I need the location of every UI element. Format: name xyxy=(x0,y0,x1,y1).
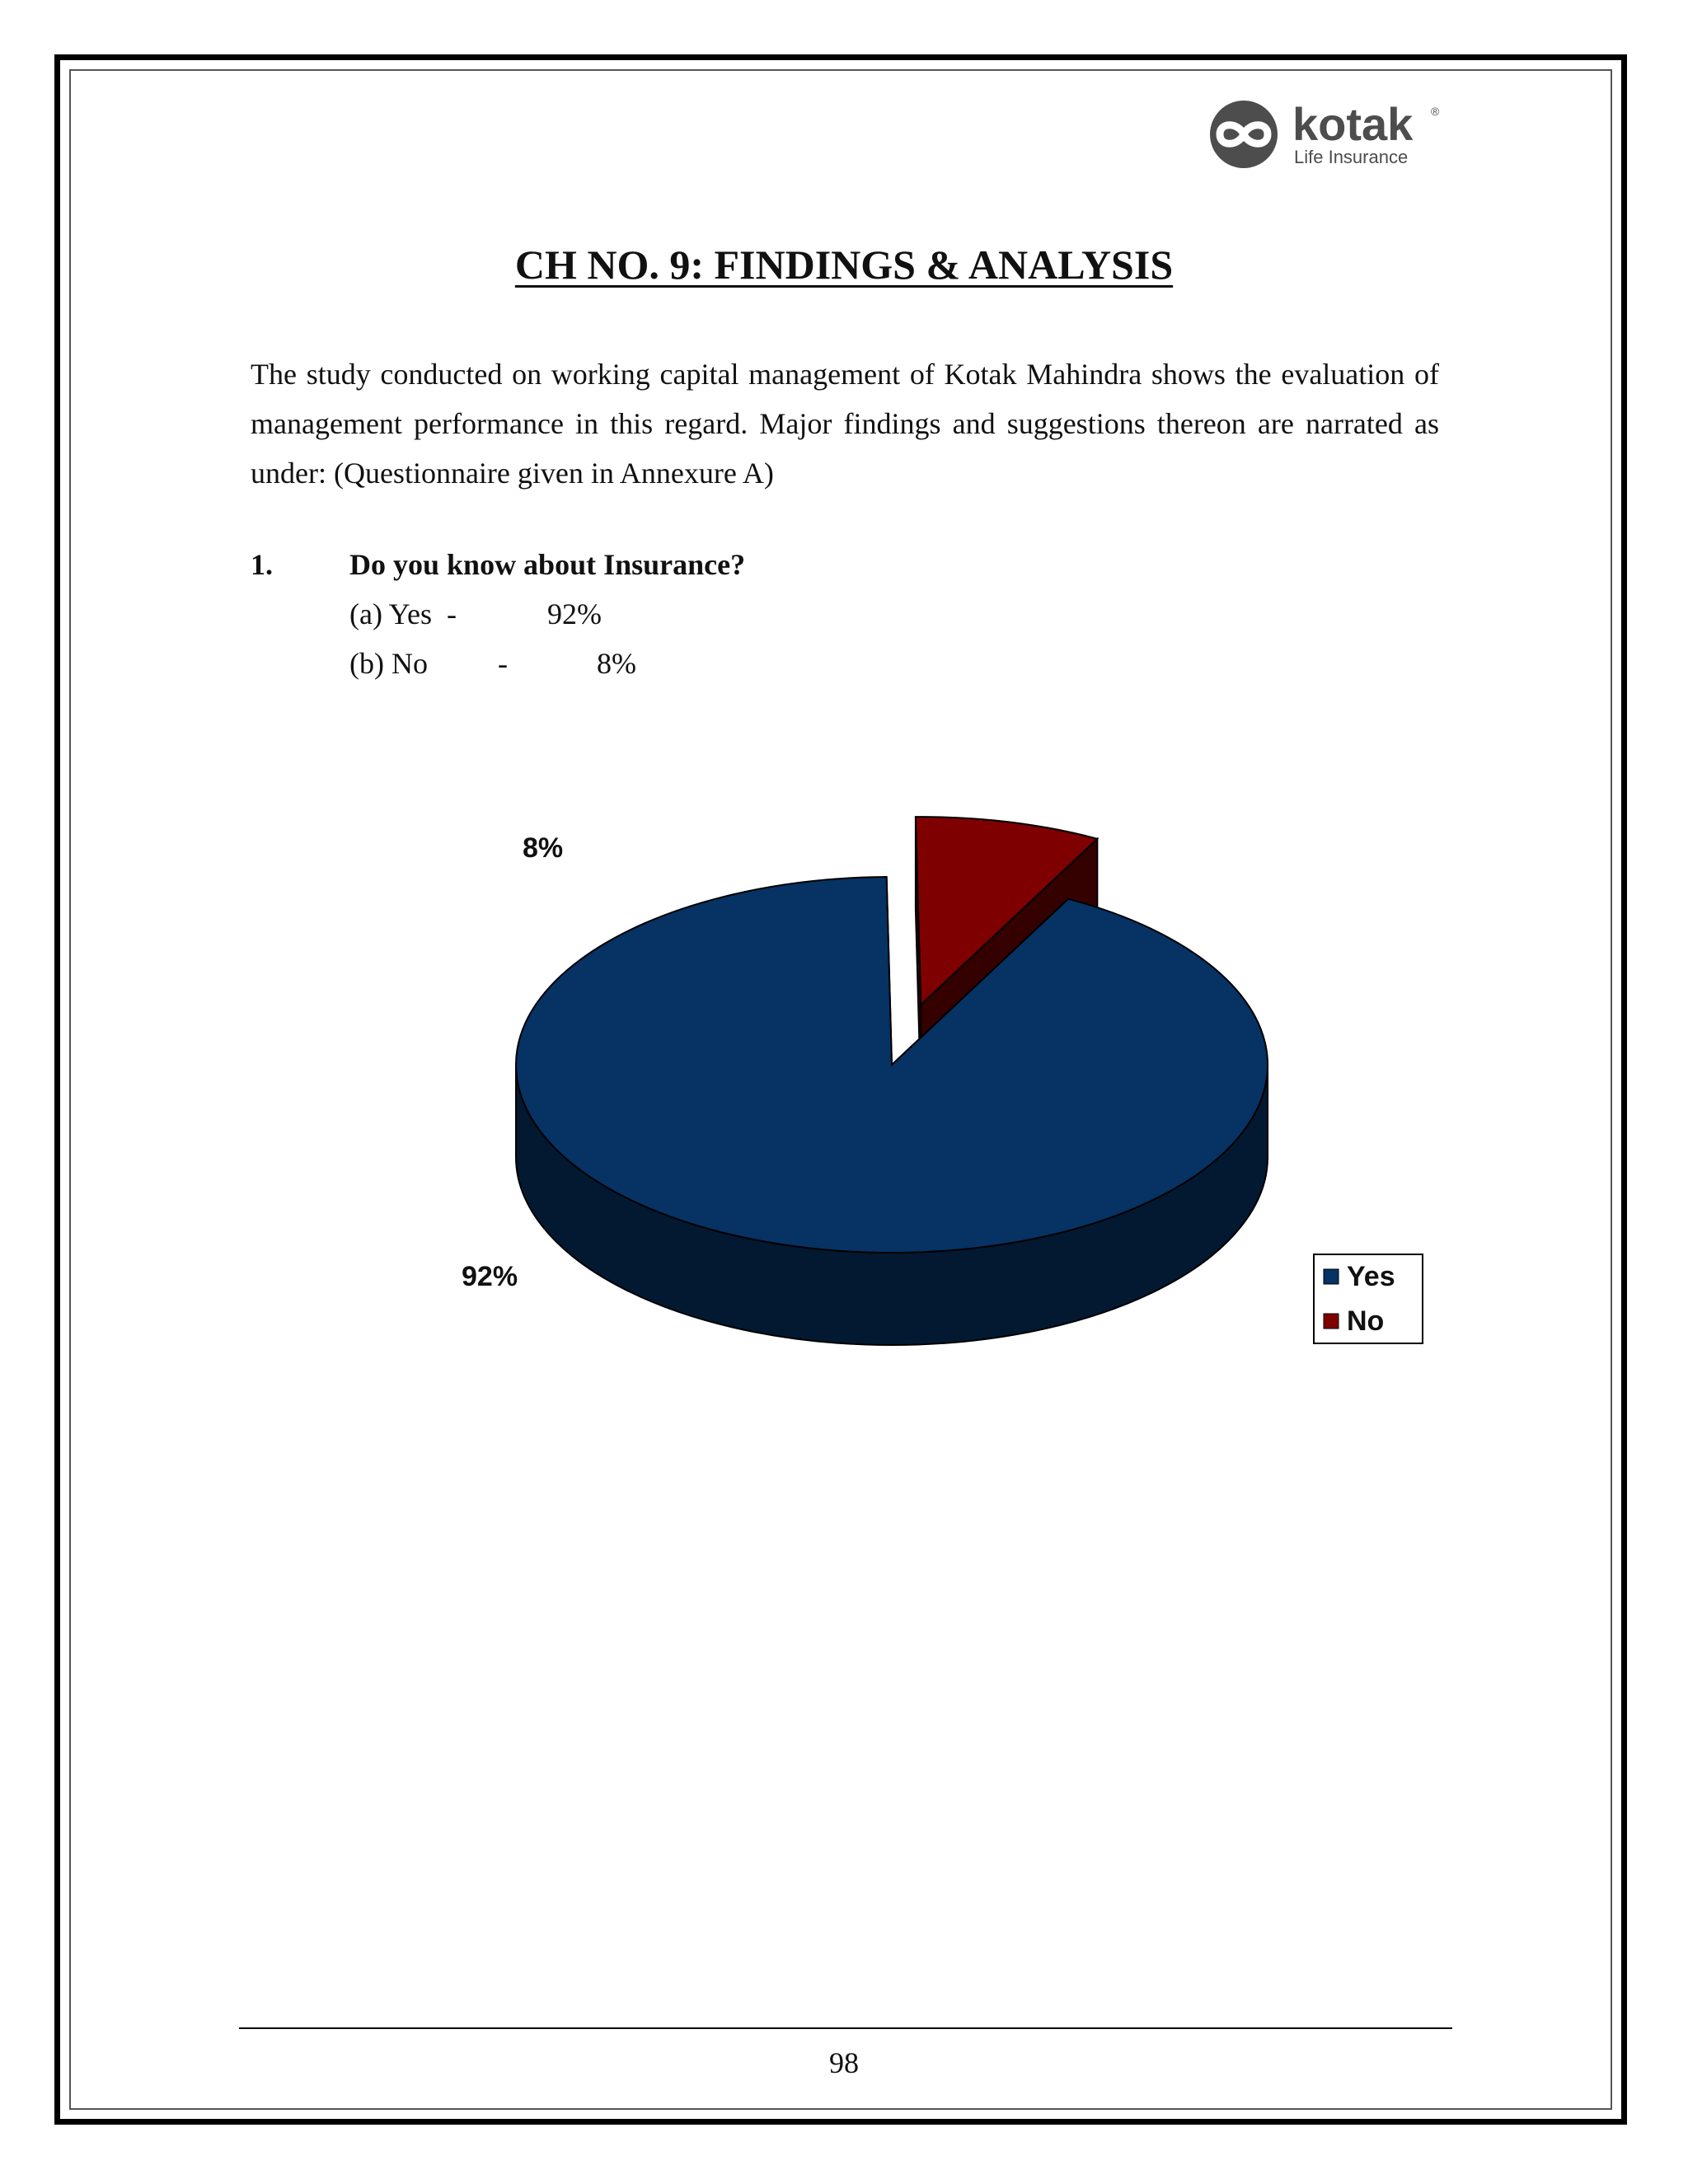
option-a-label: (a) Yes xyxy=(349,598,433,630)
option-a-value: 92% xyxy=(547,598,602,630)
option-b-separator: - xyxy=(498,647,508,680)
question-number: 1. xyxy=(251,548,273,581)
legend-label-no: No xyxy=(1347,1305,1385,1337)
data-label-no: 8% xyxy=(523,832,564,864)
chapter-title: CH NO. 9: FINDINGS & ANALYSIS xyxy=(514,241,1174,288)
page-number: 98 xyxy=(829,2046,859,2079)
option-b-value: 8% xyxy=(597,647,636,680)
intro-paragraph: The study conducted on working capital management of Kotak Mahindra shows the evaluation of management performance in this regard. Major findings and suggestions thereon are narrated as under: (Questionnaire given in Annexure A) xyxy=(251,358,1439,490)
option-b-label: (b) No xyxy=(349,647,428,680)
data-label-yes: 92% xyxy=(462,1261,518,1292)
pie-slice-yes xyxy=(516,877,1268,1253)
footer-rule xyxy=(239,2027,1452,2029)
brand-name: kotak xyxy=(1292,98,1414,150)
legend-swatch-no xyxy=(1324,1314,1339,1329)
question-text: Do you know about Insurance? xyxy=(349,548,746,581)
legend-label-yes: Yes xyxy=(1347,1261,1395,1292)
legend-swatch-yes xyxy=(1324,1269,1339,1284)
insurance-awareness-pie-chart xyxy=(445,799,1434,1368)
brand-tagline: Life Insurance xyxy=(1294,147,1409,167)
brand-registered-mark: ® xyxy=(1431,105,1440,118)
option-a-separator: - xyxy=(447,598,457,630)
kotak-logo xyxy=(1207,97,1446,171)
